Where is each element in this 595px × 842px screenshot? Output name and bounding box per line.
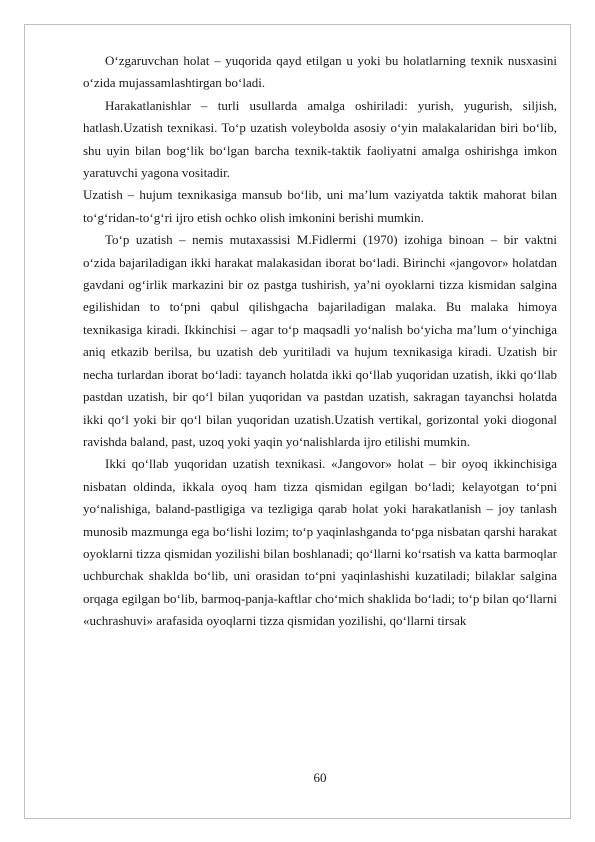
paragraph-2: Harakatlanishlar – turli usullarda amalga oshiriladi: yurish, yugurish, siljish, hatlash.Uzatish texnikasi. To‘p uzatish voleybolda asosiy o‘yin malakalaridan biri bo‘lib, shu uyin bilan bog‘lik bo‘lgan barcha texnik-taktik faoliyatni amalga oshirishga imkon yaratuvchi yagona vositadir. xyxy=(83,97,557,181)
paragraph-5: Ikki qo‘llab yuqoridan uzatish texnikasi. «Jangovor» holat – bir oyoq ikkinchisiga nisbatan oldinda, ikkala oyoq ham tizza qismidan egilgan bo‘ladi; kelayotgan to‘pni yo‘nalishiga, baland-pastligiga va tezligiga qarab holat yoki harakatlanish – joy tanlash munosib mazmunga ega bo‘lishi lozim; to‘p yaqinlashganda to‘pga nisbatan qarshi harakat oyoklarni tizza qismidan yozilishi bilan boshlanadi; qo‘llarni ko‘rsatish va katta barmoqlar uchburchak shaklda bo‘lib, uni orasidan to‘pni yaqinlashishi kuzatiladi; bilaklar salgina orqaga egilgan bo‘lib, barmoq-panja-kaftlar cho‘mich shaklida bo‘ladi; to‘p bilan qo‘llarni «uchrashuvi» arafasida oyoqlarni tizza qismidan yozilishi, qo‘llarni tirsak xyxy=(83,456,557,629)
page-number: 60 xyxy=(313,770,327,785)
paragraph-4: To‘p uzatish – nemis mutaxassisi M.Fidlermi (1970) izohiga binoan – bir vaktni o‘zida bajariladigan ikki harakat malakasidan iborat bo‘ladi. Birinchi «jangovor» holatdan gavdani og‘irlik markazini bir oz pastga tushirish, ya’ni oyoklarni tizza kismidan salgina egilishidan to to‘pni qabul qilishgacha bajariladigan malaka. Bu malaka himoya texnikasiga kiradi. Ikkinchisi – agar to‘p maqsadli yo‘nalish bo‘yicha ma’lum o‘yinchiga aniq etkazib berilsa, bu uzatish deb yuritiladi va hujum texnikasiga kiradi. Uzatish bir necha turlardan iborat bo‘ladi: tayanch holatda ikki qo‘llab yuqoridan uzatish, ikki qo‘llab pastdan uzatish, bir qo‘l bilan yuqoridan va pastdan uzatish, sakragan tayanchsi holatda ikki qo‘l yoki bir qo‘l bilan yuqoridan uzatish.Uzatish vertikal, gorizontal yoki diogonal ravishda baland, past, uzoq yoki yaqin yo‘nalishlarda ijro etilishi mumkin. xyxy=(83,232,557,449)
paragraph-3: Uzatish – hujum texnikasiga mansub bo‘lib, uni ma’lum vaziyatda taktik mahorat bilan to‘g‘ridan-to‘g‘ri ijro etish ochko olish imkonini berishi mumkin. xyxy=(83,187,557,225)
paragraph-1: O‘zgaruvchan holat – yuqorida qayd etilgan u yoki bu holatlarning texnik nusxasini o‘zida mujassamlashtirgan bo‘ladi. xyxy=(83,53,557,91)
document-body xyxy=(83,50,557,633)
